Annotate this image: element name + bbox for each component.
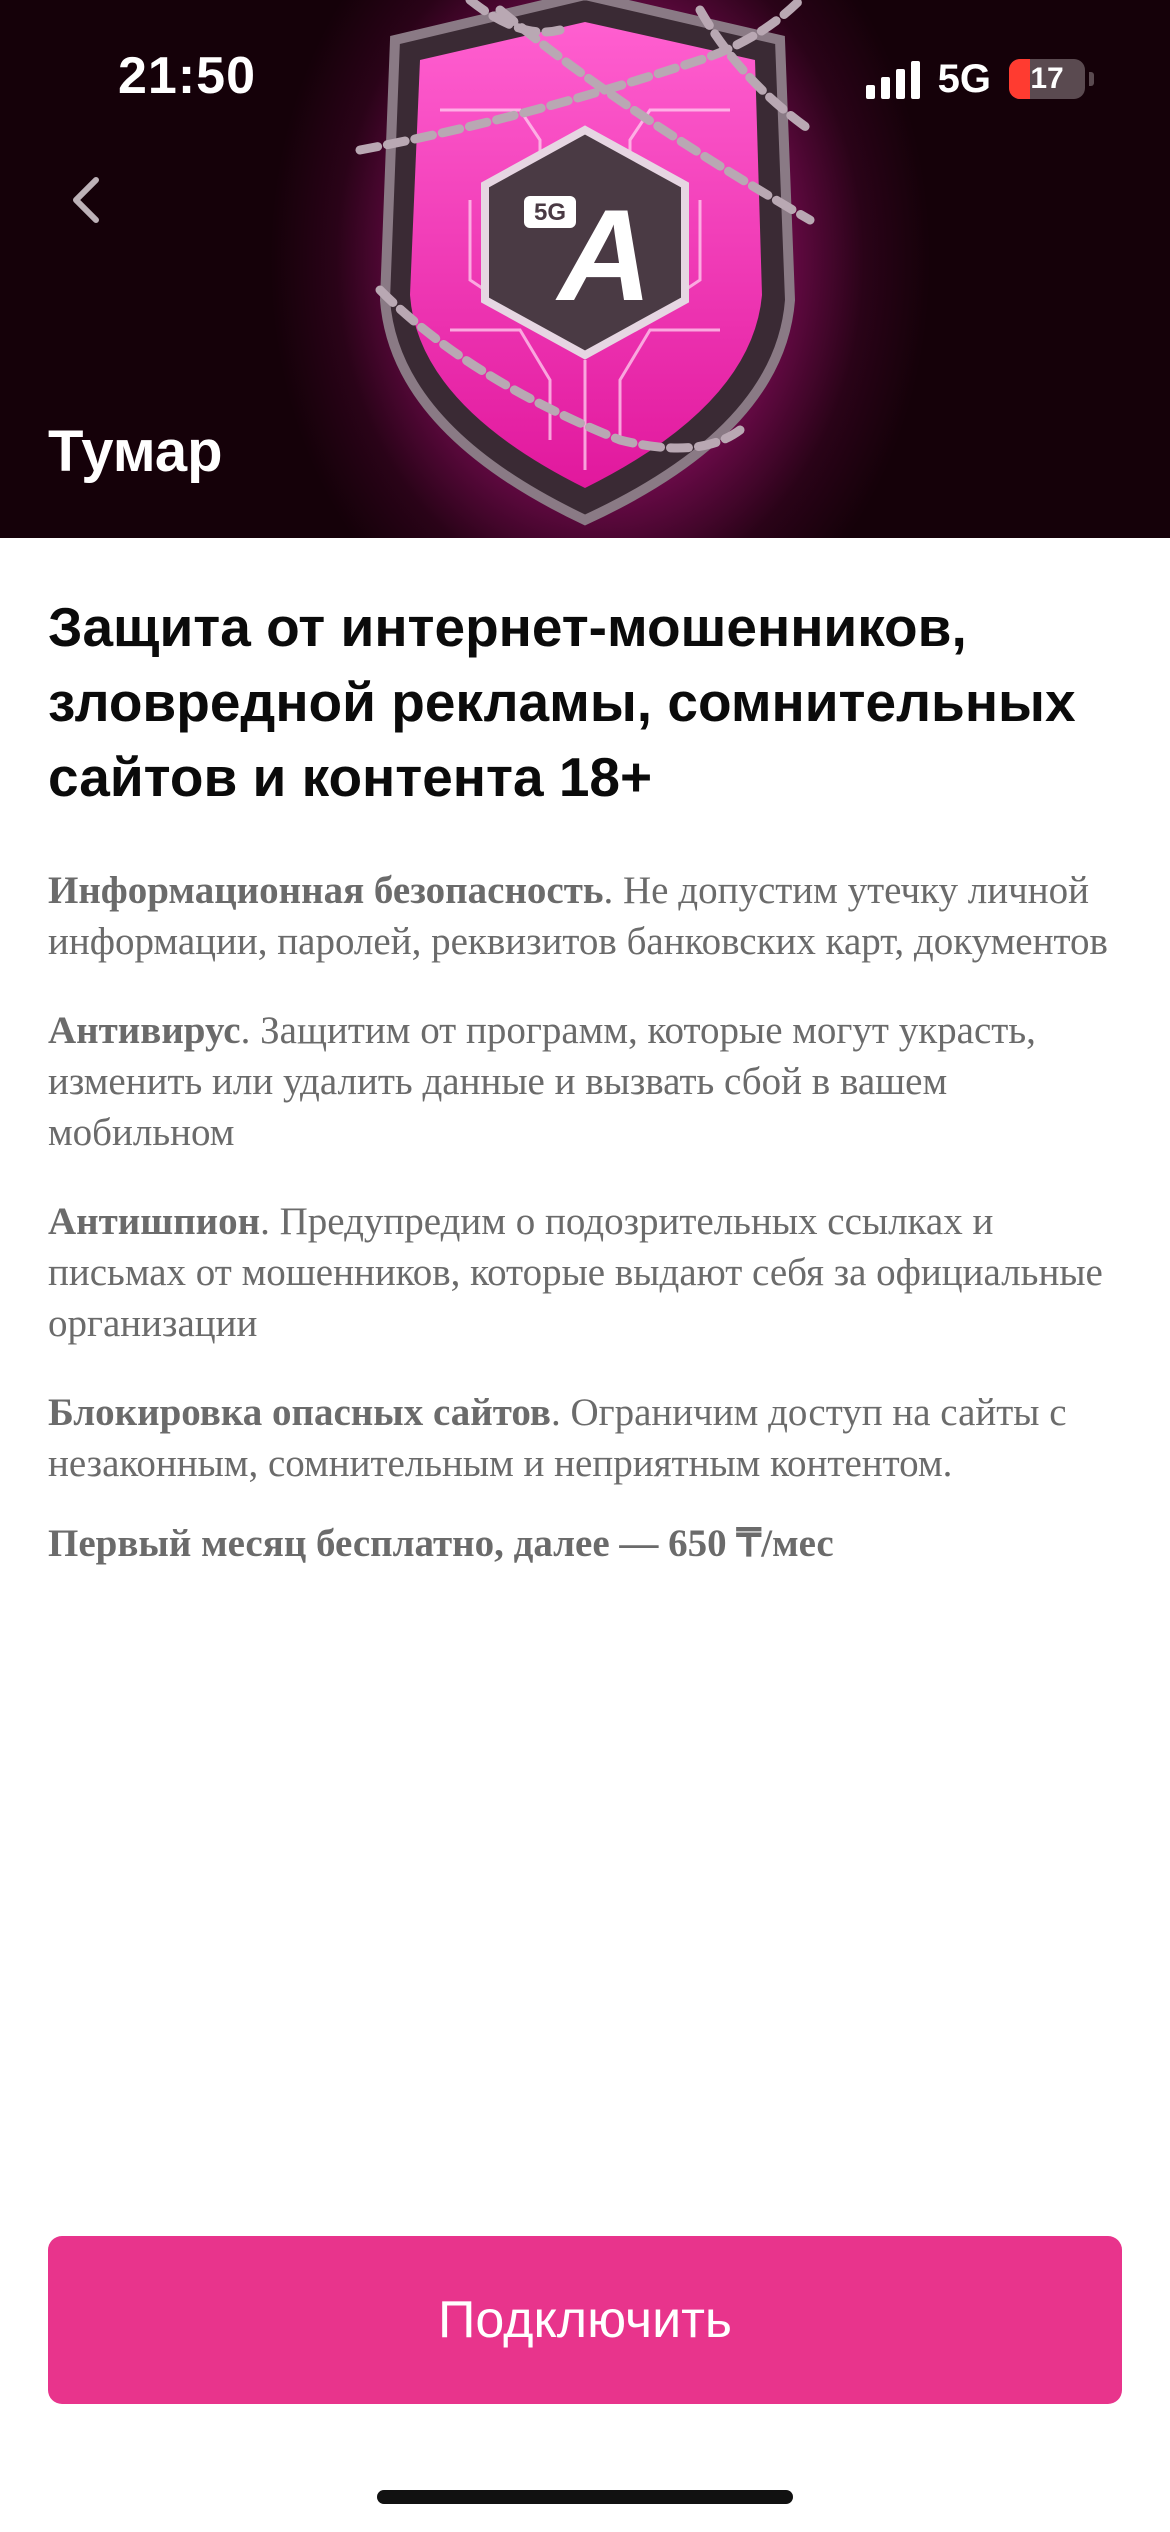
feature-text: . Не допустим утечку личной информации, паролей, реквизитов банковских карт, документов [48, 869, 1108, 963]
feature-list [48, 865, 1122, 1489]
feature-item [48, 865, 1122, 967]
feature-title: Антишпион [48, 1200, 261, 1243]
feature-title: Антивирус [48, 1009, 241, 1052]
feature-item [48, 1387, 1122, 1489]
home-indicator [377, 2490, 793, 2504]
feature-text: . Защитим от программ, которые могут украсть, изменить или удалить данные и вызвать сбой в вашем мобильном [48, 1009, 1036, 1154]
network-type: 5G [937, 56, 991, 101]
feature-title: Блокировка опасных сайтов [48, 1391, 551, 1434]
battery-icon [1009, 59, 1085, 99]
connect-button[interactable]: Подключить [48, 2236, 1122, 2404]
page-title: Тумар [48, 419, 223, 484]
logo-badge-5g: 5G [533, 199, 567, 226]
hero-banner [0, 0, 1170, 538]
status-icons [866, 54, 1094, 104]
headline: Защита от интернет-мошенников, зловредной рекламы, сомнительных сайтов и контента 18+ [48, 596, 1076, 808]
signal-icon [866, 59, 920, 99]
feature-item [48, 1196, 1122, 1349]
content [48, 590, 1122, 1566]
logo-letter: A [558, 182, 652, 328]
feature-item [48, 1005, 1122, 1158]
battery-level: 17 [1030, 62, 1064, 95]
battery-tip [1089, 72, 1094, 86]
back-button[interactable] [56, 170, 116, 230]
feature-title: Информационная безопасность [48, 869, 604, 912]
status-time: 21:50 [118, 47, 256, 105]
chevron-left-icon [68, 174, 104, 226]
feature-text: . Предупредим о подозрительных ссылках и письмах от мошенников, которые выдают себя за официальные организации [48, 1200, 1103, 1345]
price-text: Первый месяц бесплатно, далее — 650 ₸/мес [48, 1522, 834, 1565]
feature-text: . Ограничим доступ на сайты с незаконным, сомнительным и неприятным контентом. [48, 1391, 1067, 1485]
